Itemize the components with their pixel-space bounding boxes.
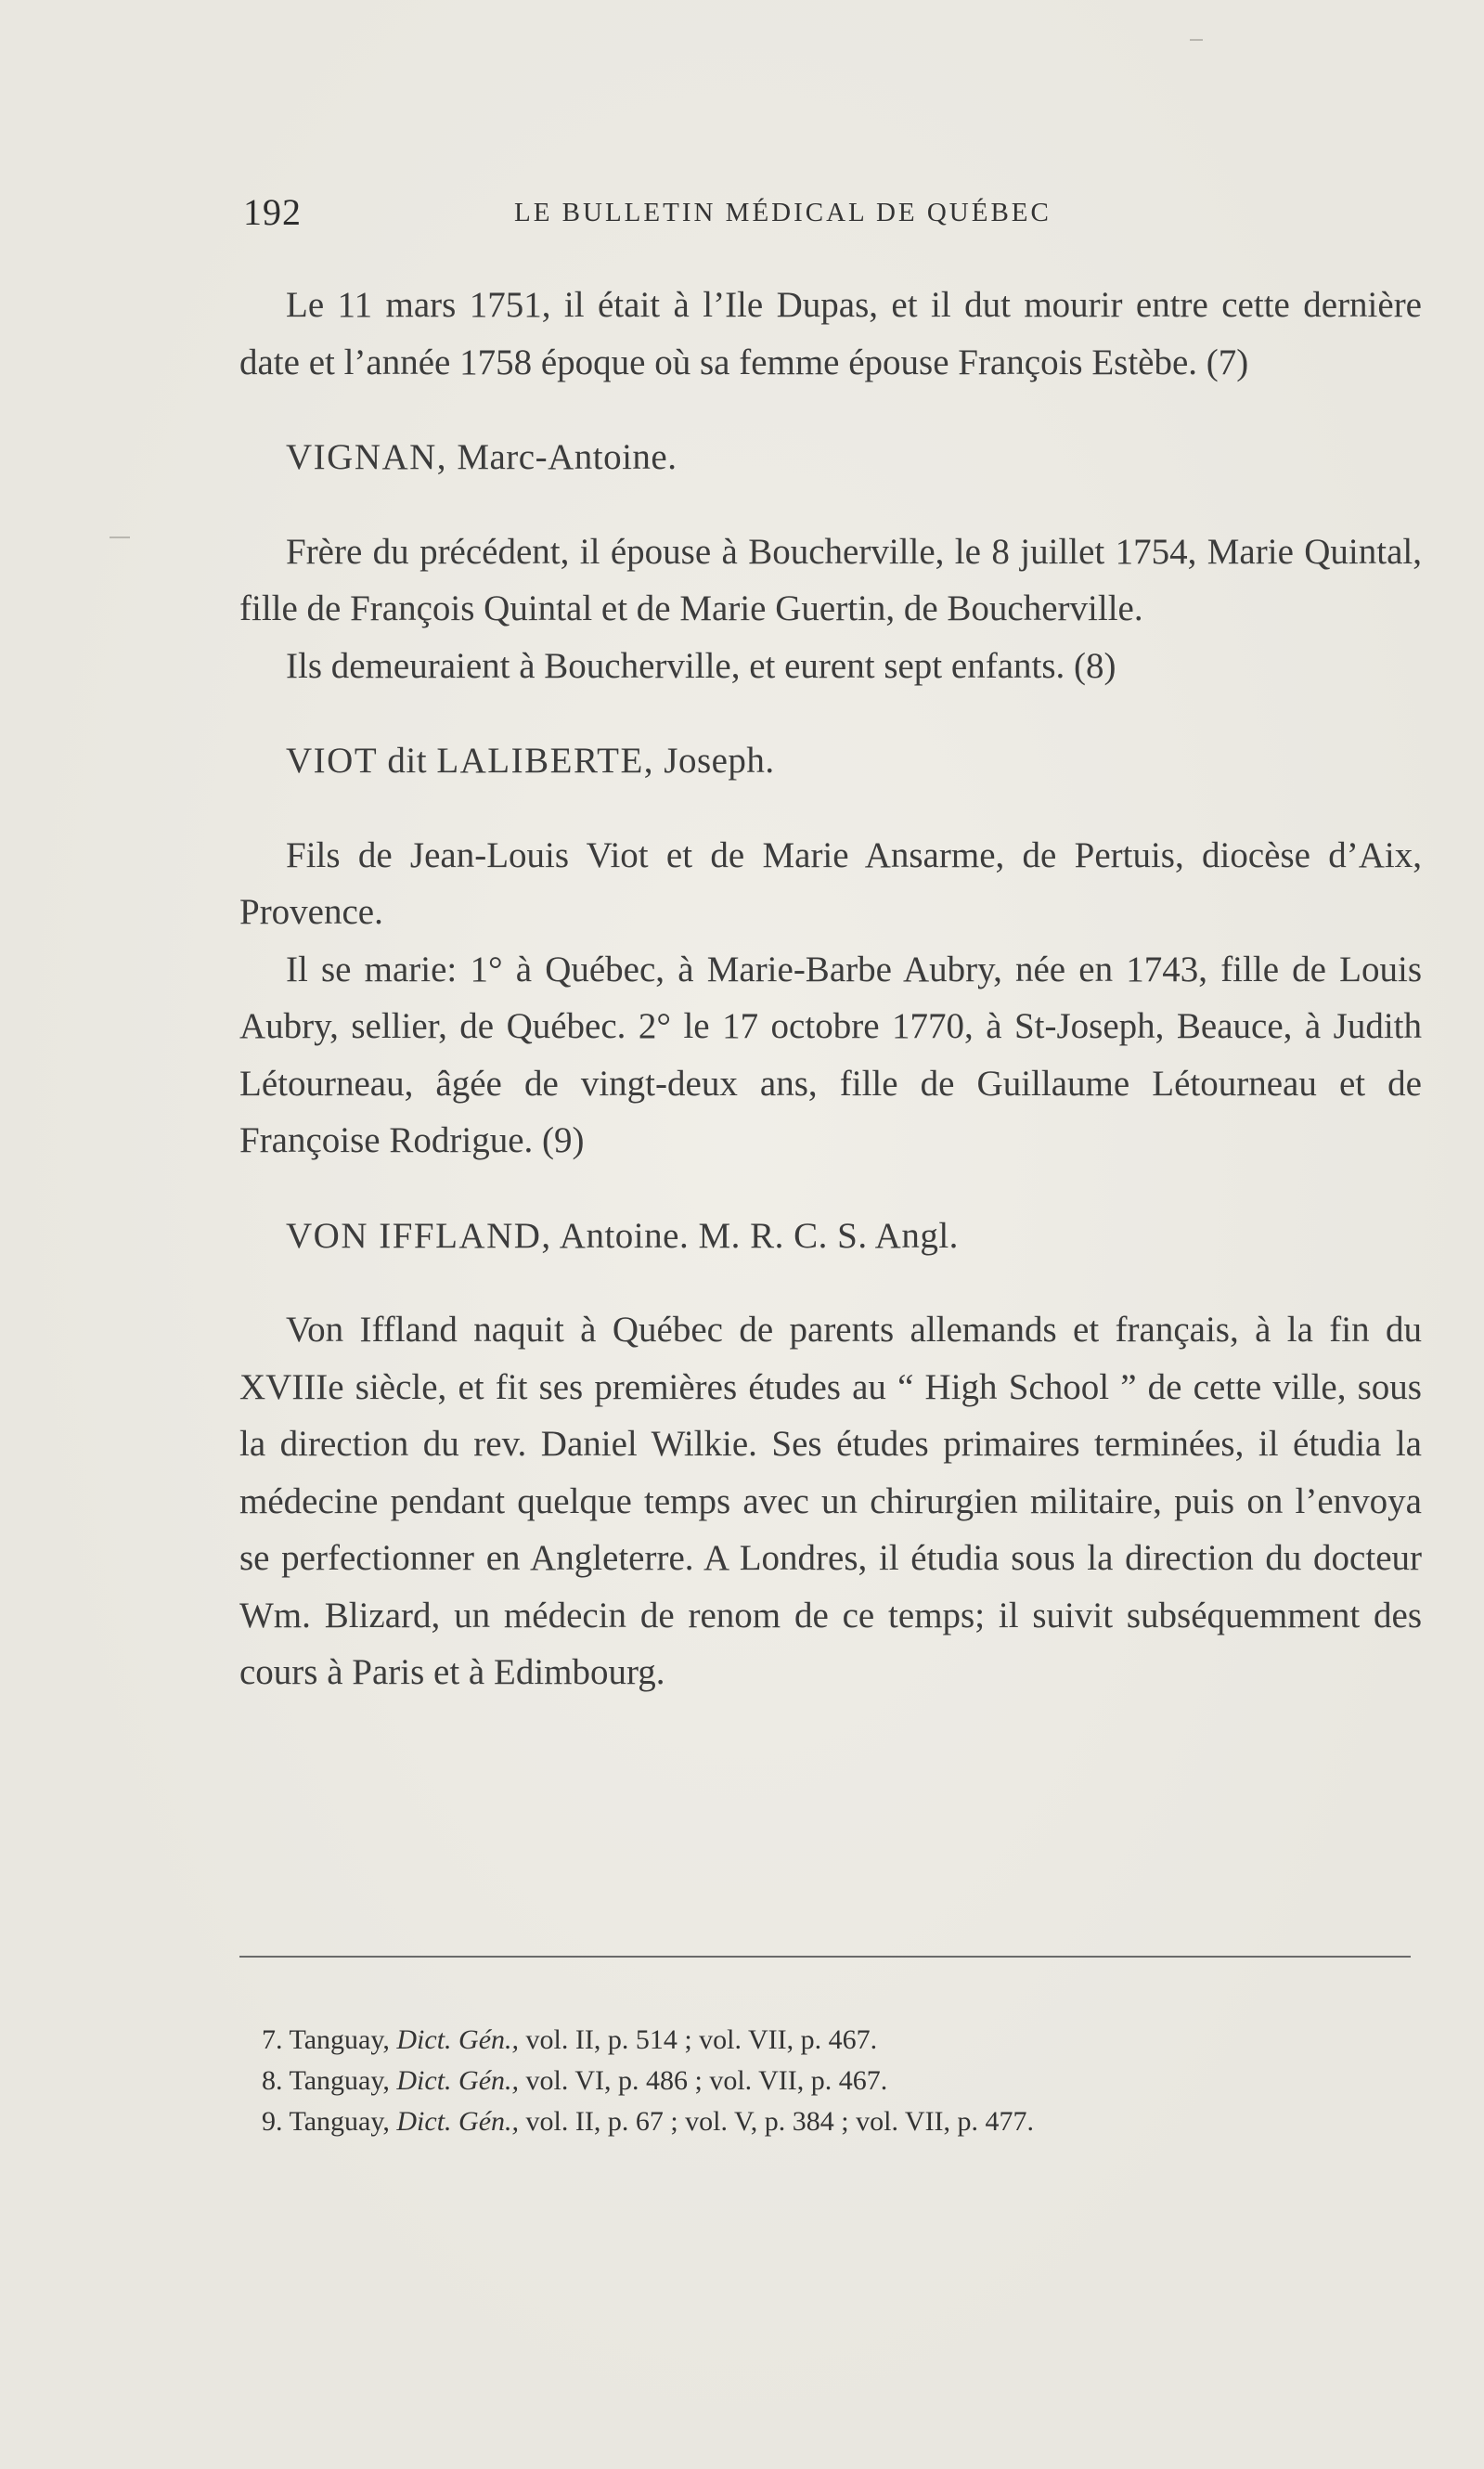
footnote-divider: [239, 1956, 1411, 1958]
paragraph-2: Frère du précédent, il épouse à Boucherville, le 8 juillet 1754, Marie Quintal, fille de François Quintal et de Marie Guertin, de Boucherville.: [239, 531, 1422, 628]
footnotes: [262, 2020, 1329, 2142]
paragraph-1: Le 11 mars 1751, il était à l’Ile Dupas, et il dut mourir entre cette dernière date et l’année 1758 époque où sa femme épouse François Estèbe. (7): [239, 285, 1422, 382]
footnote-work: Dict. Gén.,: [396, 2106, 520, 2137]
entry-dit: dit: [387, 741, 428, 781]
footnote-reference: vol. II, p. 514 ; vol. VII, p. 467.: [525, 2024, 878, 2055]
paper-speck: [1190, 39, 1203, 41]
paragraph-5: Il se marie: 1° à Québec, à Marie-Barbe Aubry, née en 1743, fille de Louis Aubry, sellier, de Québec. 2° le 17 octobre 1770, à St-Joseph, Beauce, à Judith Létourneau, âgée de vingt-deux ans, fille de Guillaume Létourneau et de Françoise Rodrigue. (9): [239, 949, 1422, 1160]
footnote-author: Tanguay,: [289, 2024, 390, 2055]
entry-surname: VON IFFLAND,: [286, 1215, 552, 1256]
entry-surname: VIGNAN,: [286, 437, 448, 477]
entry-heading-viot: [239, 694, 1422, 827]
footnote-author: Tanguay,: [289, 2065, 390, 2096]
entry-given-name: Joseph.: [664, 741, 775, 781]
entry-alias: LALIBERTE,: [436, 741, 655, 781]
footnote-author: Tanguay,: [289, 2106, 390, 2137]
paper-speck: [110, 536, 130, 538]
paragraph-4: Fils de Jean-Louis Viot et de Marie Ansarme, de Pertuis, diocèse d’Aix, Provence.: [239, 834, 1422, 932]
footnote-number: 7.: [262, 2024, 283, 2055]
footnote-8: [262, 2061, 1329, 2101]
footnote-7: [262, 2020, 1329, 2061]
paragraph-6: Von Iffland naquit à Québec de parents allemands et français, à la fin du XVIIIe siècle, et fit ses premières études au “ High School ” de cette ville, sous la direction du rev. Daniel Wilkie. Ses études primaires terminées, il étudia la médecine pendant quelque temps avec un chirurgien militaire, puis on l’envoya se perfectionner en Angleterre. A Londres, il étudia sous la direction du docteur Wm. Blizard, un médecin de renom de ce temps; il suivit subséquemment des cours à Paris et à Edimbourg.: [239, 1310, 1422, 1692]
page-number: 192: [243, 191, 302, 233]
footnote-number: 9.: [262, 2106, 283, 2137]
footnote-work: Dict. Gén.,: [396, 2024, 520, 2055]
footnote-work: Dict. Gén.,: [396, 2065, 520, 2096]
footnote-number: 8.: [262, 2065, 283, 2096]
paragraph-3: Ils demeuraient à Boucherville, et eurent sept enfants. (8): [286, 645, 1116, 686]
running-title: LE BULLETIN MÉDICAL DE QUÉBEC: [514, 198, 1052, 227]
entry-given-name: Marc-Antoine.: [457, 437, 677, 477]
footnote-9: [262, 2101, 1329, 2142]
body-text: [239, 277, 1422, 1701]
page-header: [243, 190, 1171, 237]
entry-heading-von-iffland: [239, 1170, 1422, 1302]
footnote-reference: vol. II, p. 67 ; vol. V, p. 384 ; vol. VII, p. 477.: [525, 2106, 1035, 2137]
footnote-reference: vol. VI, p. 486 ; vol. VII, p. 467.: [525, 2065, 888, 2096]
entry-heading-vignan: [239, 391, 1422, 524]
entry-given-name: Antoine. M. R. C. S. Angl.: [559, 1215, 959, 1256]
entry-surname: VIOT: [286, 741, 379, 781]
